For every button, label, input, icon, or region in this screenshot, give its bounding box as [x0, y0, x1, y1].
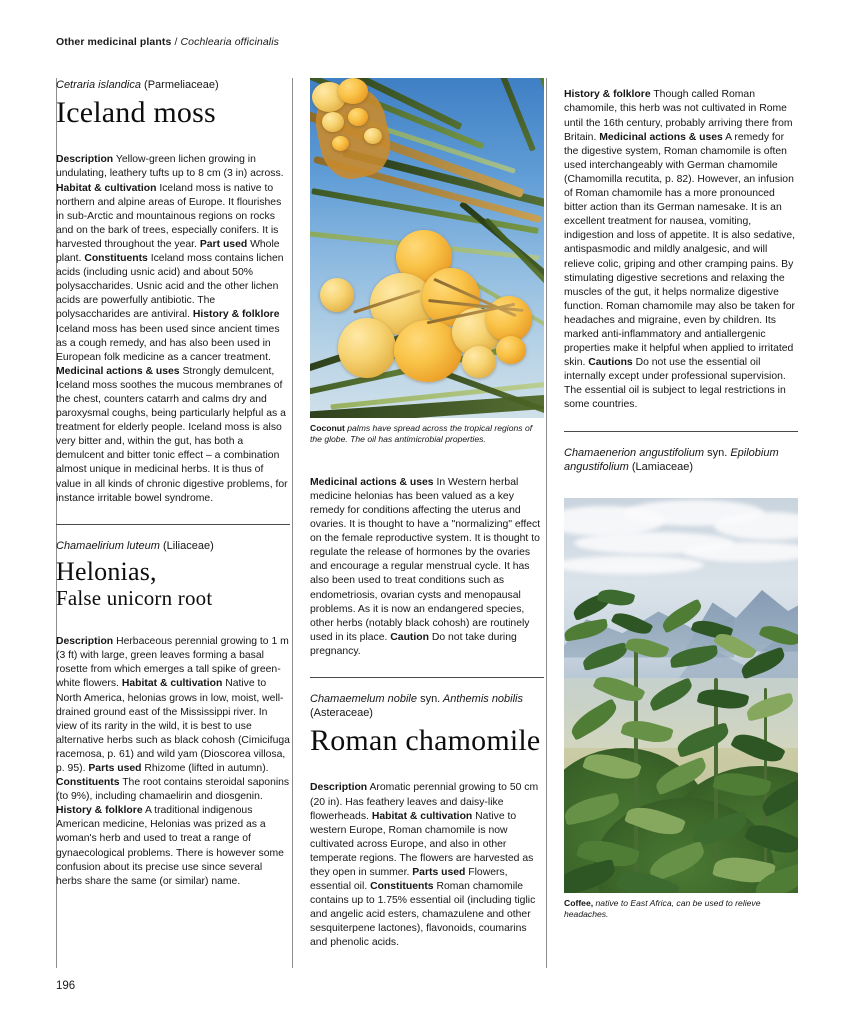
chamomile-label-cautions: Cautions	[588, 357, 633, 369]
figure-coconut	[310, 78, 544, 445]
iceland-moss-body	[56, 153, 290, 505]
section-text-part-used: Whole plant.	[56, 238, 280, 265]
section-text-constituents: Iceland moss contains lichen acids (including usnic acid) and about 50% polysaccharides. Usnic acid and the other lichen acids are powerfully antibiotic. The polysaccharides are antiviral.	[56, 253, 284, 321]
running-head	[56, 36, 279, 48]
section-label-description: Description	[56, 154, 114, 166]
helonias-binomial-name: Chamaelirium luteum	[56, 539, 160, 552]
three-column-grid	[56, 78, 798, 968]
coconut-fruit-icon	[332, 136, 349, 151]
entry-divider-2	[310, 677, 544, 678]
coconut-fruit-icon	[364, 128, 382, 144]
iceland-moss-binomial	[56, 78, 290, 92]
helonias-text-history: A traditional indigenous American medicine, Helonias was prized as a woman's herb and used to treat a range of gynaecological problems. There is however some confusion about its precise use since several herbs share the same (or similar) name.	[56, 805, 284, 887]
cloud-icon	[564, 556, 704, 574]
section-label-constituents: Constituents	[84, 253, 148, 265]
willowherb-binomial-name: Chamaenerion angustifolium	[564, 446, 705, 459]
roman-chamomile-family: (Asteraceae)	[310, 707, 373, 720]
chamomile-label-constituents: Constituents	[370, 881, 434, 893]
roman-chamomile-syn: syn.	[420, 693, 441, 706]
helonias-label-parts-used: Parts used	[88, 762, 142, 774]
coconut-fruit-icon	[320, 278, 354, 312]
chamomile-text-medicinal: A remedy for the digestive system, Roman chamomile is often used interchangeably with German chamomile (Chamomilla recutita, p. 82). However, an infusion of Roman chamomile has a more pronounced bitter action than its German namesake. It is an excellent treatment for nausea, vomiting, indigestion and loss of appetite. It is also sedative, antispasmodic and mildly analgesic, and will relieve colic, griping and other cramping pains. By stimulating digestive secretions and relaxing the muscles of the gut, it helps normalize digestive function. Roman chamomile may also be taken for headaches and migraine, even by children. Its marked anti-inflammatory and antiallergenic properties make it helpful when applied to irritated skin.	[564, 131, 796, 369]
helonias-label-description: Description	[56, 636, 114, 648]
chamomile-label-medicinal: Medicinal actions & uses	[599, 131, 723, 143]
chamomile-label-description: Description	[310, 782, 368, 794]
running-head-section: Other medicinal plants	[56, 36, 172, 48]
coconut-palm-photo	[310, 78, 544, 418]
chamomile-text-description: Aromatic perennial growing to 50 cm (20 in). Has feathery leaves and daisy-like flowerheads.	[310, 782, 539, 822]
coffee-caption-rest: native to East Africa, can be used to relieve headaches.	[564, 897, 761, 919]
entry-divider-3	[564, 431, 798, 432]
column-1	[56, 78, 290, 968]
willowherb-binomial	[564, 446, 798, 474]
roman-chamomile-binomial-synonym: Anthemis nobilis	[442, 693, 523, 706]
chamomile-label-history: History & folklore	[564, 89, 651, 101]
helonias-binomial	[56, 539, 290, 553]
roman-chamomile-body-col2	[310, 781, 544, 950]
roman-chamomile-title: Roman chamomile	[310, 724, 541, 758]
helonias-label-medicinal: Medicinal actions & uses	[310, 476, 434, 488]
chamomile-text-cautions: Do not use the essential oil internally except under professional supervision. The essential oil is subject to legal restrictions in some countries.	[564, 357, 786, 411]
helonias-family: (Liliaceae)	[163, 539, 214, 552]
roman-chamomile-binomial	[310, 692, 544, 720]
helonias-title-line1: Helonias,	[56, 556, 157, 586]
cloud-icon	[684, 542, 798, 562]
running-head-separator: /	[174, 36, 178, 48]
column-divider-1	[292, 78, 293, 968]
helonias-text-constituents: The root contains steroidal saponins (to 9%), including chamaelirin and diosgenin.	[56, 777, 290, 803]
column-divider-2	[546, 78, 547, 968]
coconut-fruit-icon	[462, 346, 496, 378]
coconut-fruit-icon	[338, 318, 396, 378]
helonias-text-parts-used: Rhizome (lifted in autumn).	[144, 762, 269, 774]
column-3	[564, 78, 798, 968]
section-label-habitat: Habitat & cultivation	[56, 182, 157, 194]
roman-chamomile-binomial-name: Chamaemelum nobile	[310, 693, 417, 706]
coffee-plants-photo	[564, 498, 798, 893]
running-head-species: Cochlearia officinalis	[180, 36, 279, 48]
coconut-fruit-icon	[348, 108, 368, 126]
entry-rosebay-willowherb	[564, 446, 798, 474]
helonias-body-col1	[56, 635, 290, 889]
iceland-moss-binomial-name: Cetraria islandica	[56, 79, 141, 91]
chamomile-label-habitat: Habitat & cultivation	[371, 810, 473, 822]
coconut-caption-rest: palms have spread across the tropical regions of the globe. The oil has antimicrobial properties.	[310, 423, 533, 445]
coconut-fruit-icon	[338, 78, 368, 104]
column-2	[310, 78, 544, 968]
chamomile-text-constituents: Roman chamomile contains up to 1.75% essential oil (including tiglic and angelic acid esters, chamazulene and other sesquiterpene lactones), flavonoids, coumarins and phenolic acids.	[310, 881, 536, 949]
helonias-text-description: Herbaceous perennial growing to 1 m (3 ft) with large, green leaves forming a basal rosette from which emerges a tall spike of green-white flowers.	[56, 636, 289, 690]
section-text-description: Yellow-green lichen growing in undulating, leathery tufts up to 8 cm (3 in) across.	[56, 154, 284, 180]
entry-roman-chamomile	[310, 692, 544, 951]
coconut-fruit-icon	[322, 112, 344, 132]
helonias-title	[56, 557, 290, 611]
section-label-part-used: Part used	[199, 238, 248, 250]
willowherb-family: (Lamiaceae)	[631, 460, 694, 473]
chamomile-text-history: Though called Roman chamomile, this herb was not cultivated in Rome until the 16th century, probably arriving there from Britain.	[564, 89, 793, 143]
coconut-caption	[310, 423, 544, 445]
helonias-title-line2: False unicorn root	[56, 585, 213, 610]
entry-divider-1	[56, 524, 290, 525]
helonias-body-col2	[310, 476, 544, 659]
willowherb-syn: syn.	[707, 446, 728, 459]
coffee-caption	[564, 898, 798, 920]
figure-coffee	[564, 498, 798, 920]
roman-chamomile-body-col3	[564, 88, 798, 412]
chamomile-text-parts-used: Flowers, essential oil.	[310, 866, 508, 893]
section-label-history: History & folklore	[192, 309, 280, 321]
coconut-fruit-icon	[496, 336, 526, 364]
willowherb-binomial-synonym: Epilobium angustifolium	[564, 446, 779, 473]
coconut-caption-lead: Coconut	[310, 423, 345, 433]
helonias-label-caution: Caution	[390, 631, 429, 643]
helonias-text-medicinal: In Western herbal medicine helonias has been valued as a key remedy for conditions affecting the uterus and ovaries. It is thought to have a "normalizing" effect on the female reproductive system. It is thought to regulate the release of hormones by the ovaries and encourage a regular menstrual cycle. It has also been used to treat conditions such as endometriosis, ovarian cysts and menopausal problems. As it is now an endangered species, other herbs (notably black cohosh) are routinely used in its place.	[310, 476, 541, 643]
iceland-moss-family: (Parmeliaceae)	[144, 79, 219, 91]
entry-iceland-moss	[56, 78, 290, 506]
chamomile-text-habitat: Native to western Europe, Roman chamomile is now cultivated across Europe, and also in other temperate regions. The flowers are harvested as they open in summer.	[310, 810, 534, 878]
iceland-moss-title: Iceland moss	[56, 96, 216, 129]
section-text-history: Iceland moss has been used since ancient times as a cough remedy, and has also been used in European folk medicine as a cancer treatment.	[56, 323, 280, 363]
helonias-label-constituents: Constituents	[56, 777, 120, 789]
helonias-text-habitat: Native to North America, helonias grows in low, moist, well-drained ground east of the Mississippi river. In view of its rarity in the wild, it is best to use alternative herbs such as black cohosh (Cimicifuga racemosa, p. 61) and wild yam (Dioscorea villosa, p. 95).	[56, 678, 290, 774]
page-number: 196	[56, 980, 76, 992]
section-text-habitat: Iceland moss is native to northern and alpine areas of Europe. It flourishes in sub-Arctic and mountainous regions on rocks and on the bark of trees, especially conifers. It is harvested throughout the year.	[56, 182, 282, 250]
section-label-medicinal: Medicinal actions & uses	[56, 365, 180, 377]
helonias-text-caution: Do not take during pregnancy.	[310, 631, 517, 657]
section-text-medicinal: Strongly demulcent, Iceland moss soothes the mucous membranes of the chest, counters catarrh and calms dry and paroxysmal coughs, being particularly helpful as a treatment for elderly people. Iceland moss is also very bitter and, within the gut, has both a demulcent and bitter tonic effect – a combination almost unique in medicinal herbs. It is thus of value in all kinds of chronic digestive problems, for instance irritable bowel syndrome.	[56, 365, 288, 504]
chamomile-label-parts-used: Parts used	[412, 866, 466, 878]
entry-helonias	[56, 539, 290, 889]
coffee-caption-lead: Coffee,	[564, 897, 594, 908]
helonias-label-history: History & folklore	[56, 805, 143, 817]
helonias-label-habitat: Habitat & cultivation	[121, 678, 223, 690]
